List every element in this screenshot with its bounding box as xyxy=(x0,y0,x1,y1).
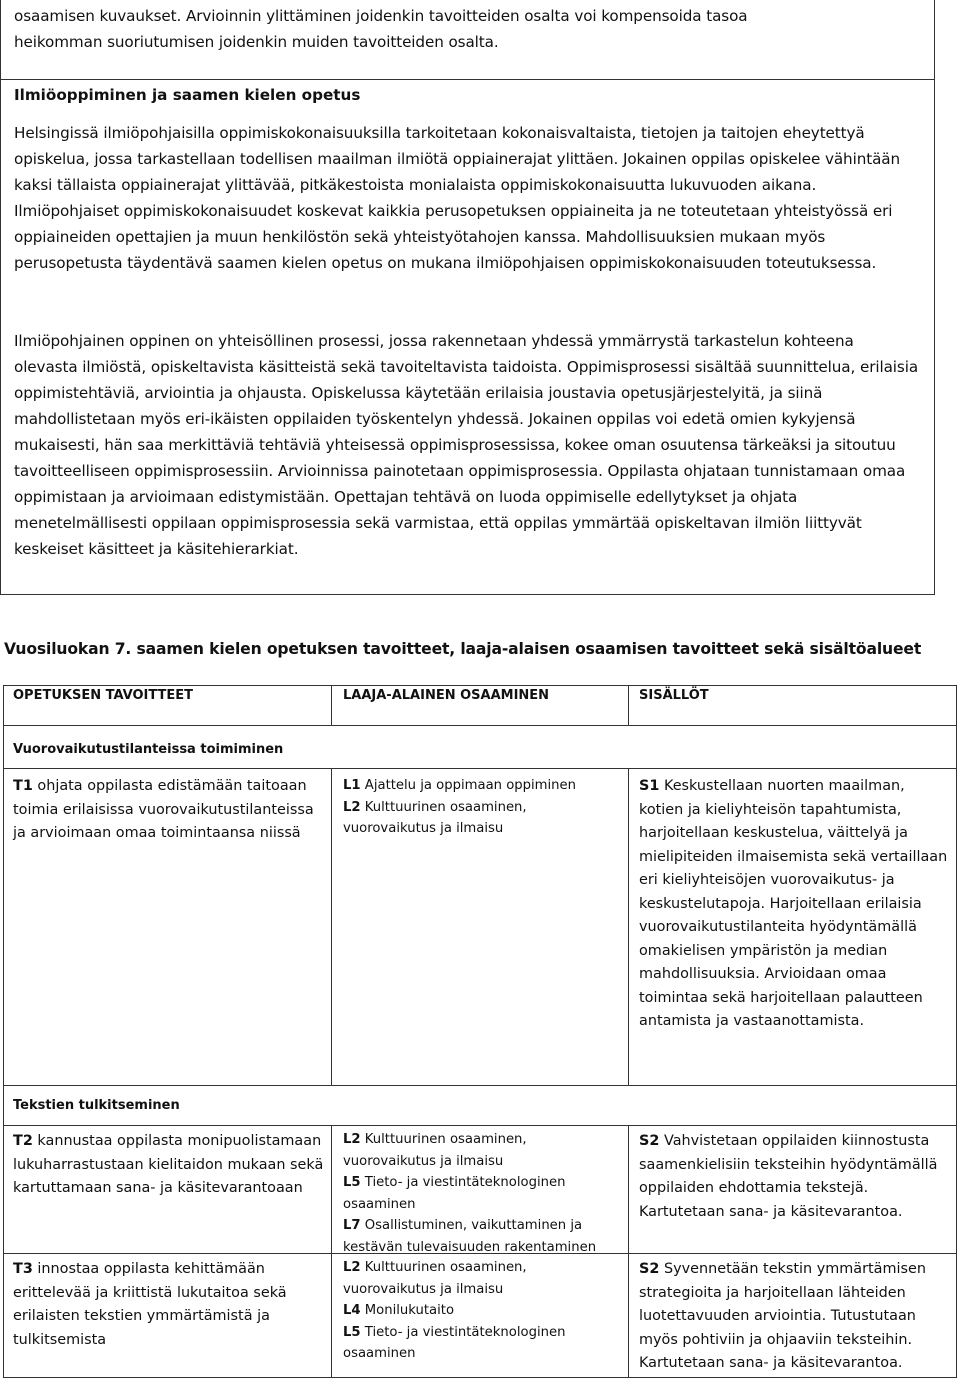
intro-line-1: osaamisen kuvaukset. Arvioinnin ylittäminen joidenkin tavoitteiden osalta voi kompensoida tasoa xyxy=(14,7,748,25)
competence-item: L2 Kulttuurinen osaaminen, vuorovaikutus ja ilmaisu xyxy=(343,799,527,836)
content-s1: S1 Keskustellaan nuorten maailman, kotien ja kieliyhteisön tapahtumista, harjoitellaan keskustelua, väittelyä ja mielipiteiden ilmaisemista sekä vertaillaan eri kieliyhteisöjen vuorovaikutus- ja keskustelutapoja. Harjoitellaan erilaisia vuorovaikutustilanteita hyödyntämällä omakielisen ympäristön ja median mahdollisuuksia. Arvioidaan omaa toimintaa sekä harjoitellaan palautteen antamista ja vastaanottamista. xyxy=(639,778,948,1029)
goal-t3: T3 innostaa oppilasta kehittämään erittelevää ja kriittistä lukutaitoa sekä erilaisten tekstien ymmärtämistä ja tulkitsemista xyxy=(13,1261,287,1348)
header-competences: LAAJA-ALAINEN OSAAMINEN xyxy=(343,688,550,703)
box-heading: Ilmiöoppiminen ja saamen kielen opetus xyxy=(14,86,361,104)
header-goals: OPETUKSEN TAVOITTEET xyxy=(13,688,194,703)
competences-t1 xyxy=(343,775,613,840)
content-s2a: S2 Vahvistetaan oppilaiden kiinnostusta saamenkielisiin teksteihin hyödyntämällä oppilaiden ehdottamia tekstejä. Kartutetaan sana- ja käsitevarantoa. xyxy=(639,1133,938,1220)
content-s2b: S2 Syvennetään tekstin ymmärtämisen strategioita ja harjoitellaan lähteiden luotettavuuden arviointia. Tutustutaan myös pohtiviin ja ohjaaviin teksteihin. Kartutetaan sana- ja käsitevarantoa. xyxy=(639,1261,926,1371)
competences-t3 xyxy=(343,1257,613,1365)
goal-t1: T1 ohjata oppilasta edistämään taitoaan toimia erilaisissa vuorovaikutustilanteissa ja arvioimaan omaa toimintaansa niissä xyxy=(13,778,314,841)
competence-item: L5 Tieto- ja viestintäteknologinen osaaminen xyxy=(343,1324,566,1361)
intro-line-2: heikomman suoriutumisen joidenkin muiden tavoitteiden osalta. xyxy=(14,33,499,51)
phenomenon-learning-box xyxy=(0,80,935,595)
goal-t2: T2 kannustaa oppilasta monipuolistamaan lukuharrastustaan kielitaidon mukaan sekä kartuttamaan sana- ja käsitevarantoaan xyxy=(13,1133,324,1196)
competence-item: L7 Osallistuminen, vaikuttaminen ja kestävän tulevaisuuden rakentaminen xyxy=(343,1218,597,1255)
competence-item: L1 Ajattelu ja oppimaan oppiminen xyxy=(343,778,577,793)
competence-item: L2 Kulttuurinen osaaminen, vuorovaikutus ja ilmaisu xyxy=(343,1260,527,1297)
box-paragraph-1: Helsingissä ilmiöpohjaisilla oppimiskokonaisuuksilla tarkoitetaan kokonaisvaltaista, tietojen ja taitojen eheytettyä opiskelua, jossa tarkastellaan todellisen maailman ilmiötä oppiainerajat ylittäen. Jokainen oppilas opiskelee vähintään kaksi tällaista oppiainerajat ylittävää, pitkäkestoista monialaista oppimiskokonaisuutta lukuvuoden aikana. Ilmiöpohjaiset oppimiskokonaisuudet koskevat kaikkia perusopetuksen oppiaineita ja ne toteutetaan yhteistyössä eri oppiaineiden opettajien ja muun henkilöstön sekä yhteistyötahojen kanssa. Mahdollisuuksien mukaan myös perusopetusta täydentävä saamen kielen opetus on mukana ilmiöpohjaisen oppimiskokonaisuuden toteutuksessa. xyxy=(14,124,901,272)
competence-item: L4 Monilukutaito xyxy=(343,1303,455,1318)
section-texts-title: Tekstien tulkitseminen xyxy=(13,1098,180,1113)
competence-item: L5 Tieto- ja viestintäteknologinen osaaminen xyxy=(343,1175,566,1212)
competences-t2 xyxy=(343,1129,621,1258)
objectives-table xyxy=(3,685,957,1378)
competence-item: L2 Kulttuurinen osaaminen, vuorovaikutus ja ilmaisu xyxy=(343,1132,527,1169)
intro-box xyxy=(0,0,935,80)
section-interaction-title: Vuorovaikutustilanteissa toimiminen xyxy=(13,742,284,757)
section-title: Vuosiluokan 7. saamen kielen opetuksen tavoitteet, laaja-alaisen osaamisen tavoitteet sekä sisältöalueet xyxy=(4,640,922,658)
header-contents: SISÄLLÖT xyxy=(639,688,709,703)
box-paragraph-2: Ilmiöpohjainen oppinen on yhteisöllinen prosessi, jossa rakennetaan yhdessä ymmärrystä tarkastelun kohteena olevasta ilmiöstä, opiskeltavista käsitteistä sekä tavoiteltavista taidoista. Oppimisprosessi sisältää suunnittelua, erilaisia oppimistehtäviä, arviointia ja ohjausta. Opiskelussa käytetään erilaisia joustavia opetusjärjestelyitä, ja siinä mahdollistetaan myös eri-ikäisten oppilaiden työskentelyn yhdessä. Jokainen oppilas voi edetä omien kykyjensä mukaisesti, hän saa merkittäviä tehtäviä yhteisessä oppimisprosessissa, kokee oman osuutensa tärkeäksi ja sitoutuu tavoitteelliseen oppimisprosessiin. Arvioinnissa painotetaan oppimisprosessia. Oppilasta ohjataan tunnistamaan omaa oppimistaan ja arvioimaan edistymistään. Opettajan tehtävä on luoda oppimiselle edellytykset ja ohjata menetelmällisesti oppilaan oppimisprosessia sekä varmistaa, että oppilas ymmärtää opiskeltavan ilmiön liittyvät keskeiset käsitteet ja käsitehierarkiat. xyxy=(14,332,919,558)
